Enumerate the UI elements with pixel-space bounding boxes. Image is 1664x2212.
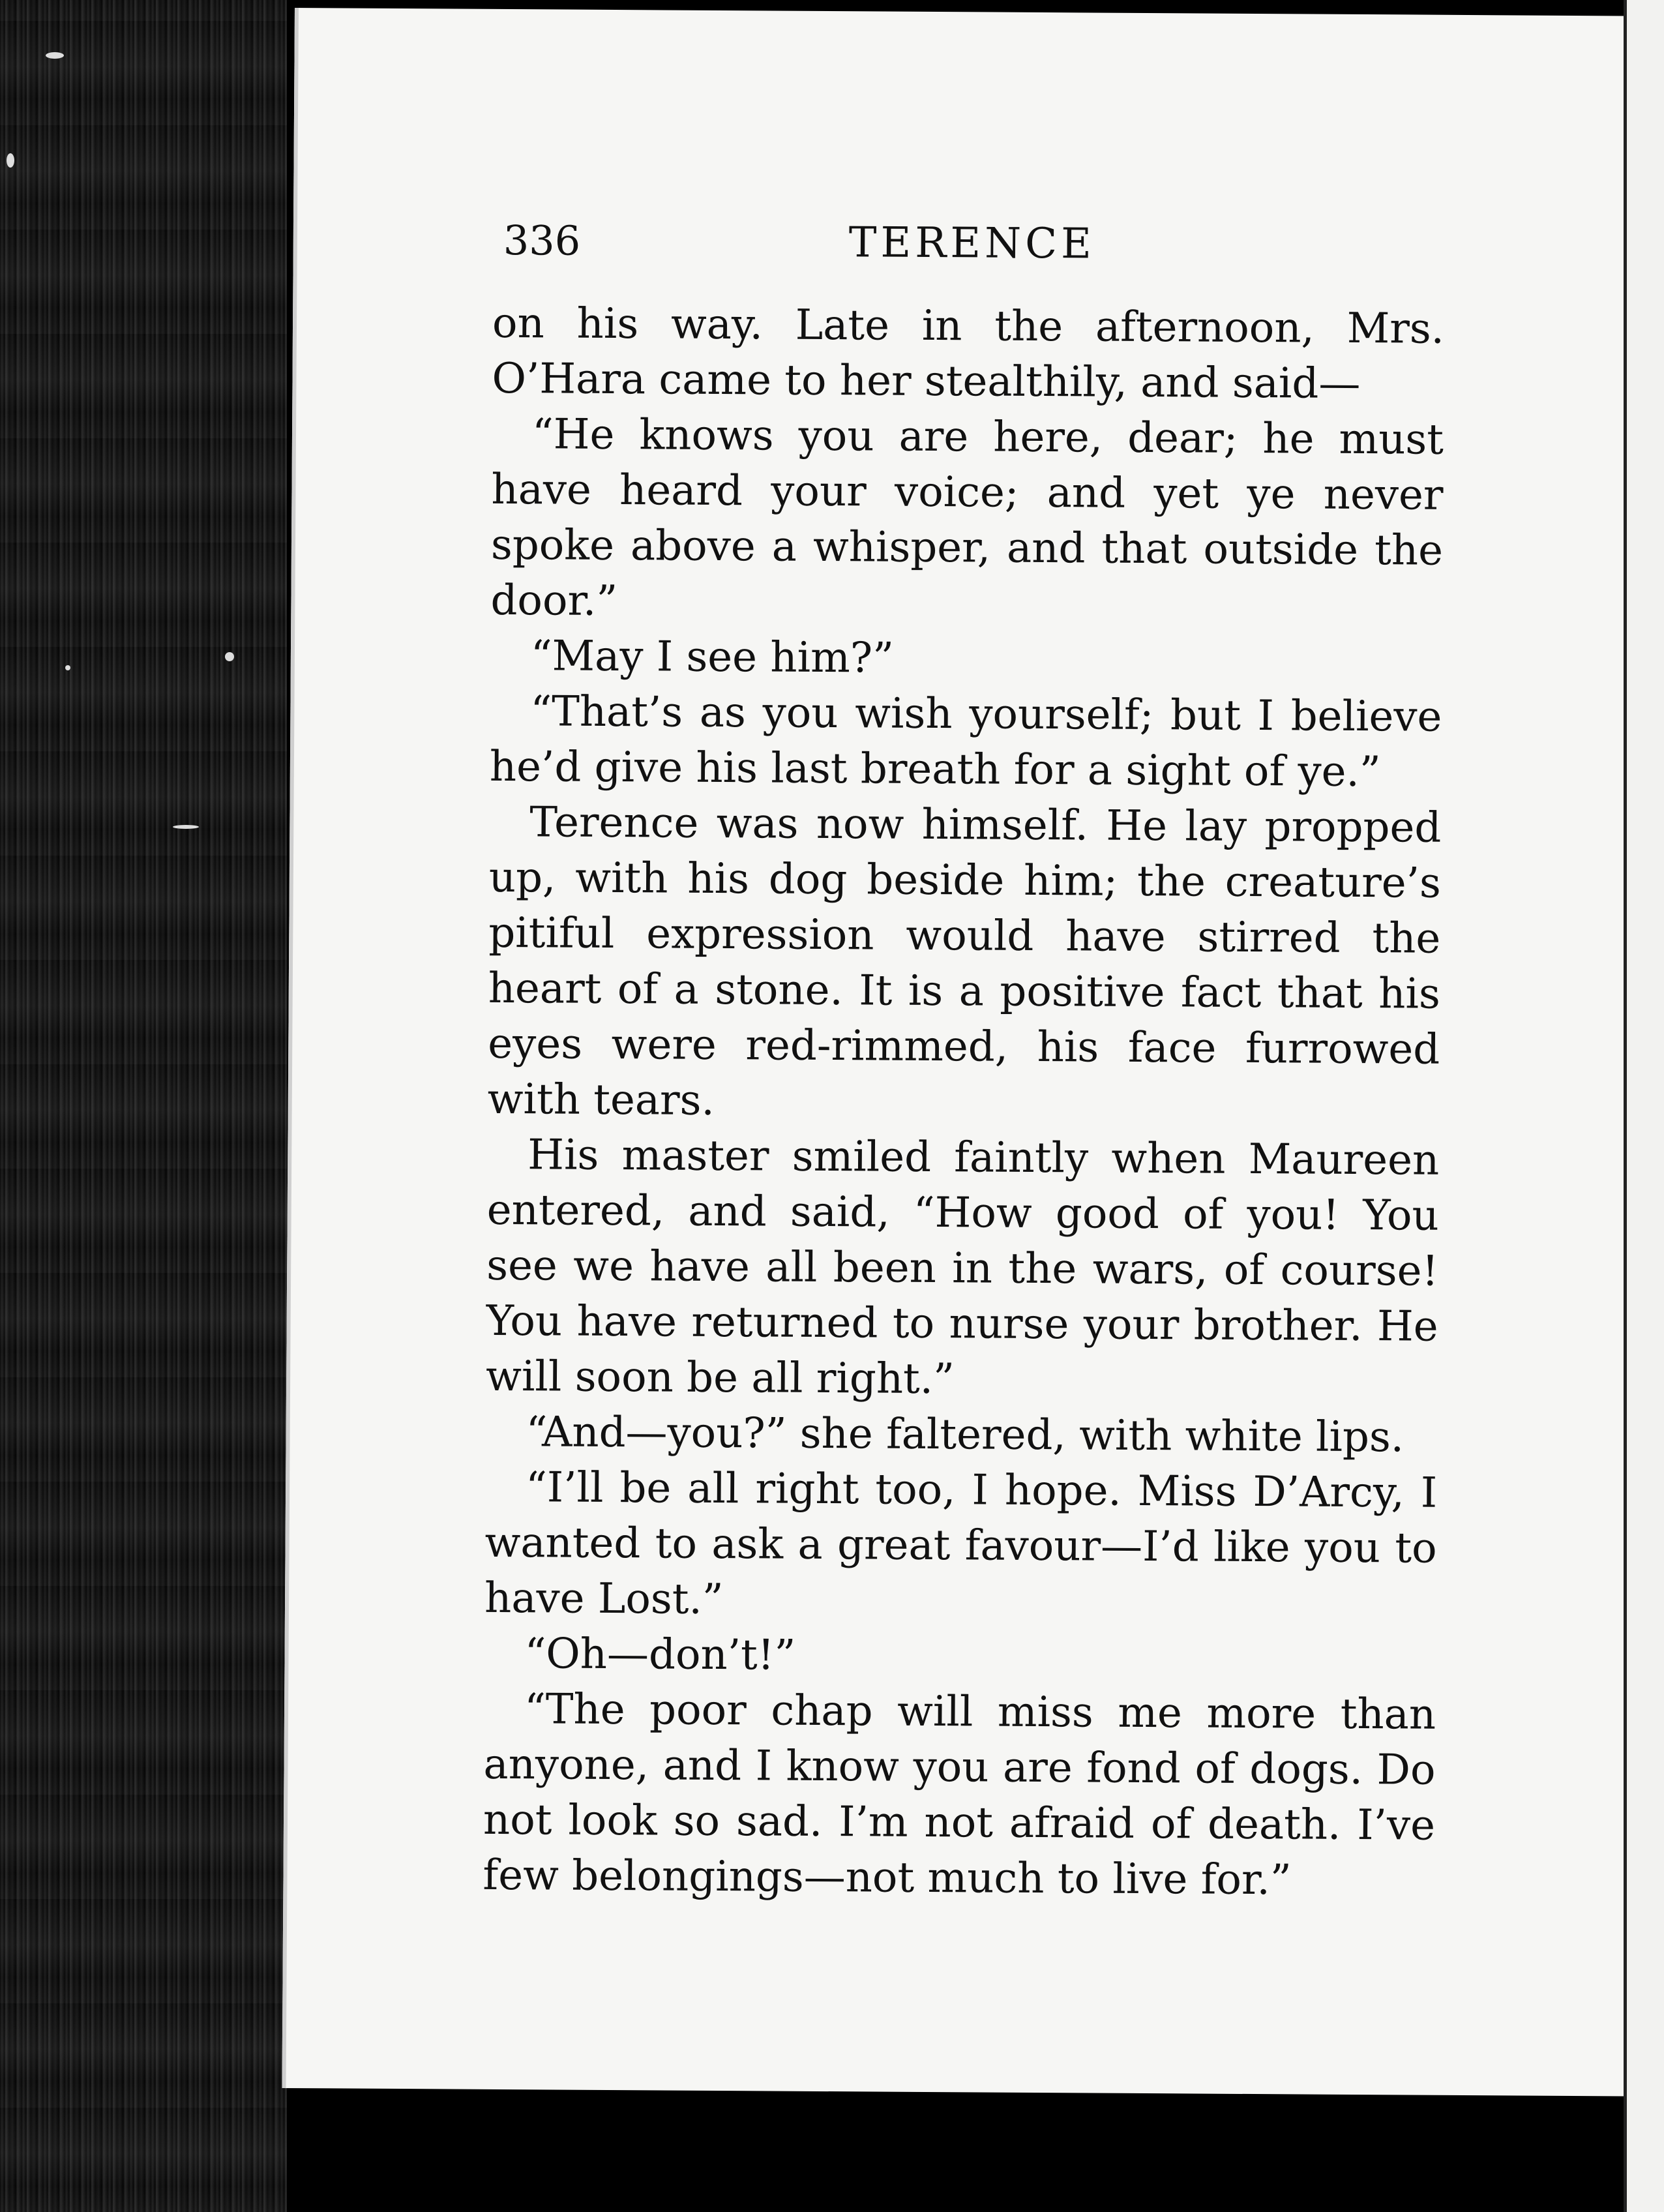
paragraph: “That’s as you wish yourself; but I believe he’d give his last breath for a sight of ye.” <box>489 687 1442 797</box>
scan-speck <box>46 52 64 59</box>
paragraph: “May I see him?” <box>530 632 895 683</box>
next-page-edge <box>1624 0 1664 2212</box>
paragraph: “He knows you are here, dear; he must have heard your voice; and yet ye never spoke above a whisper, and that outside the door.” <box>490 410 1444 626</box>
paragraph: “The poor chap will miss me more than anyone, and I know you are fond of dogs. Do not look so sad. I’m not afraid of death. I’ve few belongings—not much to live for.” <box>483 1685 1436 1905</box>
running-head: TERENCE <box>848 218 1096 269</box>
paragraph: “And—you?” she faltered, with white lips. <box>526 1408 1404 1462</box>
scan-speck <box>225 652 234 661</box>
book-page <box>282 8 1638 2097</box>
paragraph: Terence was now himself. He lay propped up, with his dog beside him; the creature’s pitiful expression would have stirred the heart of a stone. It is a positive fact that his eyes were red-rimmed, his face furrowed with tears. <box>487 798 1442 1125</box>
scan-speck <box>173 825 199 829</box>
page-header <box>503 217 1442 281</box>
paragraph: His master smiled faintly when Maureen entered, and said, “How good of you! You see we have all been in the wars, of course! You have returned to nurse your brother. He will soon be all right.” <box>485 1131 1440 1404</box>
scan-speck <box>7 153 14 168</box>
body-text <box>483 296 1444 1909</box>
page-number: 336 <box>503 216 581 265</box>
book-binding-edge <box>0 0 287 2212</box>
paragraph: “Oh—don’t!” <box>524 1630 796 1680</box>
paragraph: “I’ll be all right too, I hope. Miss D’Arcy, I wanted to ask a great favour—I’d like you to have Lost.” <box>484 1463 1438 1624</box>
paragraph: on his way. Late in the afternoon, Mrs. O’Hara came to her stealthily, and said— <box>492 299 1445 408</box>
scan-speck <box>65 665 70 670</box>
